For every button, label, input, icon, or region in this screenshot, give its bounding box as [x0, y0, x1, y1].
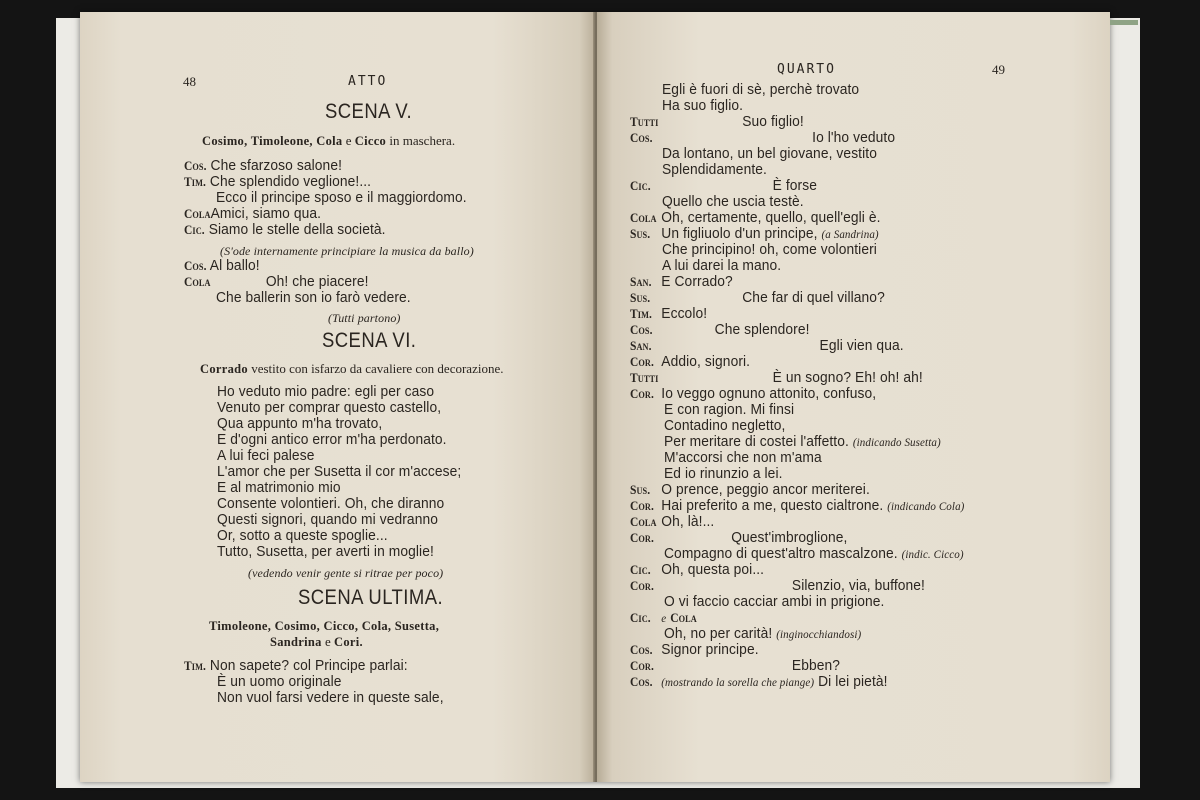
- speaker: Tim.: [630, 307, 652, 321]
- line-text: Hai preferito a me, questo cialtrone.: [661, 497, 884, 514]
- line-text: Oh! che piacere!: [265, 273, 369, 290]
- speaker: Cola: [630, 515, 657, 529]
- dialogue-line: [630, 130, 895, 146]
- running-head: ATTO: [348, 74, 388, 89]
- dialogue-line: [664, 546, 964, 562]
- line-text: Io veggo ognuno attonito, confuso,: [661, 385, 877, 402]
- dialogue-line: [630, 658, 840, 674]
- stage-direction: (a Sandrina): [821, 227, 879, 241]
- speaker: Cos.: [630, 675, 653, 689]
- cast-names: Cicco: [354, 134, 387, 148]
- stage-direction: (S'ode internamente principiare la musica da ballo): [220, 244, 474, 258]
- line-text: Addio, signori.: [661, 353, 751, 370]
- dialogue-line: Da lontano, un bel giovane, vestito: [662, 145, 877, 162]
- speaker: Cor.: [630, 387, 654, 401]
- dialogue-line: Che ballerin son io farò vedere.: [216, 289, 411, 306]
- stage-direction: (indicando Susetta): [852, 435, 941, 449]
- line-text: Silenzio, via, buffone!: [791, 577, 925, 594]
- left-page: [80, 12, 595, 782]
- stage-direction: (mostrando la sorella che piange): [661, 675, 815, 689]
- dialogue-line: [184, 174, 371, 190]
- dialogue-line: [630, 498, 964, 514]
- line-text: Di lei pietà!: [818, 673, 888, 690]
- speaker: Cic.: [630, 611, 651, 625]
- dialogue-line: [630, 274, 733, 290]
- open-booklet: [80, 12, 1110, 782]
- dialogue-line: Non vuol farsi vedere in queste sale,: [217, 689, 444, 706]
- verse-line: A lui feci palese: [217, 447, 315, 464]
- line-text: Amici, siamo qua.: [210, 205, 322, 222]
- right-page: [597, 12, 1110, 782]
- speaker: Cic.: [630, 563, 651, 577]
- dialogue-line: [184, 258, 260, 274]
- dialogue-line: [664, 434, 941, 450]
- verse-line: Consente volontieri. Oh, che diranno: [217, 495, 445, 512]
- dialogue-line: [630, 210, 881, 226]
- dialogue-line: [630, 178, 817, 194]
- speaker: Cor.: [630, 531, 654, 545]
- stage-direction: (vedendo venir gente si ritrae per poco): [248, 566, 444, 580]
- dialogue-line: Egli è fuori di sè, perchè trovato: [662, 81, 860, 98]
- line-text: Per meritare di costei l'affetto.: [664, 433, 849, 450]
- dialogue-line: [630, 290, 885, 306]
- dialogue-line: E con ragion. Mi finsi: [664, 401, 795, 418]
- line-text: Che far di quel villano?: [742, 289, 885, 306]
- speaker: Sus.: [630, 227, 651, 241]
- conjunction: e: [661, 611, 667, 625]
- dialogue-line: Ha suo figlio.: [662, 97, 744, 114]
- speaker: Tim.: [184, 659, 206, 673]
- line-text: Che splendore!: [714, 321, 810, 338]
- dialogue-line: [630, 226, 879, 242]
- dialogue-line: [184, 658, 408, 674]
- speaker: San.: [630, 339, 652, 353]
- cast-names: Corrado: [200, 362, 248, 376]
- cast-conjunction: e: [345, 133, 352, 148]
- verse-line: Ho veduto mio padre: egli per caso: [217, 383, 435, 400]
- dialogue-line: [630, 306, 707, 322]
- dialogue-line: Contadino negletto,: [664, 417, 786, 434]
- cast-conjunction: e: [324, 634, 331, 649]
- dialogue-line: Che principino! oh, come volontieri: [662, 241, 877, 258]
- line-text: Io l'ho veduto: [812, 129, 896, 146]
- dialogue-line: [630, 354, 750, 370]
- cast-note: vestito con isfarzo da cavaliere con decorazione.: [251, 361, 504, 376]
- line-text: Quest'imbroglione,: [731, 529, 848, 546]
- dialogue-line: [630, 578, 925, 594]
- scene-title: SCENA V.: [325, 100, 413, 123]
- dialogue-line: Splendidamente.: [662, 161, 767, 178]
- stage-direction: (Tutti partono): [328, 311, 401, 325]
- dialogue-line: A lui darei la mano.: [662, 257, 782, 274]
- speaker: Cola: [184, 275, 211, 289]
- line-text: Suo figlio!: [742, 113, 804, 130]
- speaker: Cor.: [630, 659, 654, 673]
- dialogue-line: [184, 158, 342, 174]
- verse-line: E al matrimonio mio: [217, 479, 341, 496]
- speaker: Cor.: [630, 579, 654, 593]
- page-number: 49: [992, 62, 1005, 77]
- dialogue-line: Ecco il principe sposo e il maggiordomo.: [216, 189, 467, 206]
- speaker: Cola: [670, 611, 697, 625]
- line-text: È un sogno? Eh! oh! ah!: [772, 369, 923, 386]
- line-text: Ebben?: [791, 657, 841, 674]
- dialogue-line: [630, 530, 847, 546]
- speaker: Cor.: [630, 355, 654, 369]
- line-text: Non sapete? col Principe parlai:: [209, 657, 408, 674]
- scene-title: SCENA VI.: [322, 329, 417, 352]
- dialogue-line: [630, 514, 714, 530]
- speaker: Tutti: [630, 115, 659, 129]
- dialogue-line: È un uomo originale: [217, 673, 342, 690]
- line-text: Che splendido veglione!...: [209, 173, 372, 190]
- verse-line: Or, sotto a queste spoglie...: [217, 527, 388, 544]
- stage-direction: (inginocchiandosi): [776, 627, 862, 641]
- dialogue-line: [184, 206, 321, 222]
- speaker: San.: [630, 275, 652, 289]
- cast-names: Sandrina: [270, 635, 322, 649]
- speaker: Cola: [630, 211, 657, 225]
- speaker: Cos.: [184, 259, 207, 273]
- line-text: Oh, questa poi...: [661, 561, 765, 578]
- page-number: 48: [183, 74, 196, 89]
- dialogue-line: [630, 386, 876, 402]
- scene-title: SCENA ULTIMA.: [298, 586, 444, 609]
- cast-list: [202, 133, 455, 149]
- speaker: Cola: [184, 207, 211, 221]
- line-text: Egli vien qua.: [819, 337, 904, 354]
- verse-line: Venuto per comprar questo castello,: [217, 399, 442, 416]
- speaker: Cic.: [630, 179, 651, 193]
- dialogue-line: [184, 222, 386, 238]
- dialogue-line: Ed io rinunzio a lei.: [664, 465, 783, 482]
- line-text: E Corrado?: [661, 273, 733, 290]
- line-text: Al ballo!: [209, 257, 260, 274]
- cast-names: Cosimo, Timoleone, Cola: [202, 134, 343, 148]
- line-text: È forse: [772, 177, 817, 194]
- line-text: O prence, peggio ancor meriterei.: [661, 481, 870, 498]
- cast-names: Timoleone, Cosimo, Cicco, Cola, Susetta,: [209, 619, 440, 633]
- dialogue-line: [184, 274, 369, 290]
- cast-list: [270, 634, 363, 650]
- speaker: Cos.: [630, 131, 653, 145]
- dialogue-line: [630, 370, 923, 386]
- running-head: QUARTO: [777, 62, 836, 77]
- speaker: Cic.: [184, 223, 205, 237]
- dialogue-line: O vi faccio cacciar ambi in prigione.: [664, 593, 885, 610]
- verse-line: Questi signori, quando mi vedranno: [217, 511, 439, 528]
- speaker: Sus.: [630, 483, 651, 497]
- dialogue-line: [630, 482, 870, 498]
- line-text: Oh, certamente, quello, quell'egli è.: [661, 209, 881, 226]
- line-text: Oh, no per carità!: [664, 625, 773, 642]
- line-text: Un figliuolo d'un principe,: [661, 225, 818, 242]
- speaker: Tutti: [630, 371, 659, 385]
- line-text: Signor principe.: [661, 641, 759, 658]
- line-text: Che sfarzoso salone!: [210, 157, 343, 174]
- stage-direction: (indicando Cola): [887, 499, 965, 513]
- line-text: Oh, là!...: [661, 513, 715, 530]
- dialogue-line: [630, 674, 888, 690]
- verse-line: Qua appunto m'ha trovato,: [217, 415, 383, 432]
- verse-line: Tutto, Susetta, per averti in moglie!: [217, 543, 434, 560]
- speaker: Cos.: [630, 323, 653, 337]
- dialogue-line: [630, 610, 697, 626]
- dialogue-line: [664, 626, 861, 642]
- dialogue-line: [630, 322, 810, 338]
- speaker: Sus.: [630, 291, 651, 305]
- speaker: Cos.: [630, 643, 653, 657]
- line-text: Eccolo!: [661, 305, 708, 322]
- cast-note: in maschera.: [389, 133, 456, 148]
- dialogue-line: [630, 642, 759, 658]
- line-text: Siamo le stelle della società.: [208, 221, 386, 238]
- speaker: Cos.: [184, 159, 207, 173]
- cast-list: [200, 361, 503, 377]
- dialogue-line: Quello che uscia testè.: [662, 193, 804, 210]
- dialogue-line: M'accorsi che non m'ama: [664, 449, 822, 466]
- dialogue-line: [630, 114, 804, 130]
- dialogue-line: [630, 338, 904, 354]
- speaker: Tim.: [184, 175, 206, 189]
- verse-line: E d'ogni antico error m'ha perdonato.: [217, 431, 447, 448]
- stage-direction: (indic. Cicco): [901, 547, 964, 561]
- verse-line: L'amor che per Susetta il cor m'accese;: [217, 463, 462, 480]
- dialogue-line: [630, 562, 764, 578]
- speaker: Cor.: [630, 499, 654, 513]
- cast-names: Cori.: [334, 635, 363, 649]
- line-text: Compagno di quest'altro mascalzone.: [664, 545, 898, 562]
- cast-list: [209, 618, 439, 634]
